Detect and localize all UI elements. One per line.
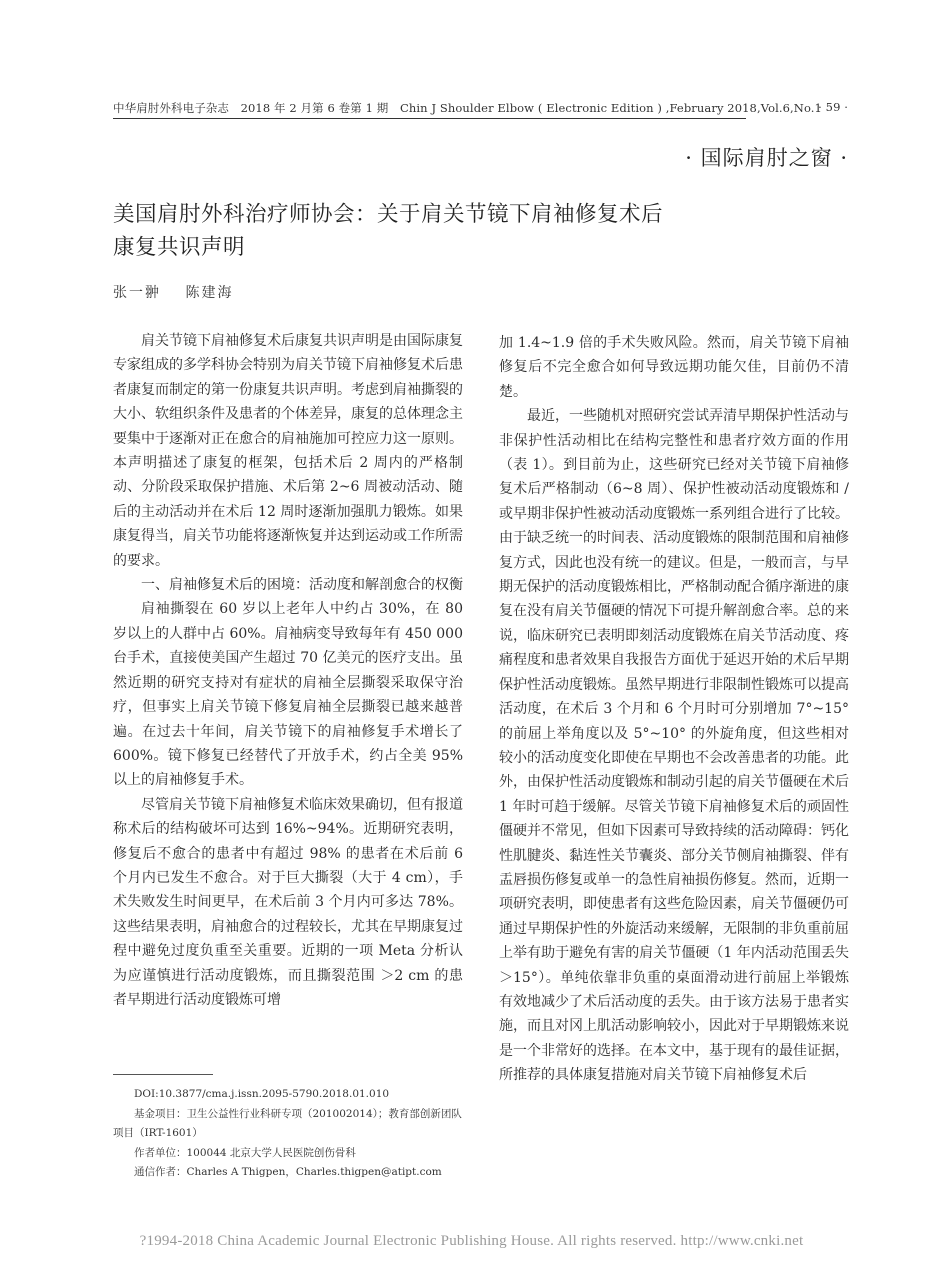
author-name: 陈建海: [185, 285, 234, 301]
journal-citation: 中华肩肘外科电子杂志 2018 年 2 月第 6 卷第 1 期 Chin J Shoulder Elbow ( Electronic Edition ) ,February 2018,Vol.6,No.1: [113, 101, 822, 115]
section-title: · 国际肩肘之窗 ·: [685, 146, 848, 170]
article-title: [113, 198, 813, 264]
left-column: [113, 329, 463, 1012]
header-rule: [113, 118, 746, 119]
article-title-line-1: 美国肩肘外科治疗师协会：关于肩关节镜下肩袖修复术后: [113, 202, 664, 227]
funding-text: 基金项目：卫生公益性行业科研专项（201002014）；教育部创新团队项目（IRT-1601）: [113, 1107, 462, 1139]
body-paragraph: 最近，一些随机对照研究尝试弄清早期保护性活动与非保护性活动相比在结构完整性和患者疗效方面的作用（表 1）。到目前为止，这些研究已经对关节镜下肩袖修复术后严格制动（6~8 周）、保护性被动活动度锻炼和 / 或早期非保护性被动活动度锻炼一系列组合进行了比较。由于缺乏统一的时间表、活动度锻炼的限制范围和肩袖修复方式，因此也没有统一的建议。但是，一般而言，与早期无保护的活动度锻炼相比，严格制动配合循序渐进的康复在没有肩关节僵硬的情况下可提升解剖愈合率。总的来说，临床研究已表明即刻活动度锻炼在肩关节活动度、疼痛程度和患者效果自我报告方面优于延迟开始的术后早期保护性活动度锻炼。虽然早期进行非限制性锻炼可以提高活动度，在术后 3 个月和 6 个月时可分别增加 7°~15° 的前屈上举角度以及 5°~10° 的外旋角度，但这些相对较小的活动度变化即使在早期也不会改善患者的功能。此外，由保护性活动度锻炼和制动引起的肩关节僵硬在术后 1 年时可趋于缓解。尽管关节镜下肩袖修复术后的顽固性僵硬并不常见，但如下因素可导致持续的活动障碍：钙化性肌腱炎、黏连性关节囊炎、部分关节侧肩袖撕裂、伴有盂唇损伤修复或单一的急性肩袖损伤修复。然而，近期一项研究表明，即使患者有这些危险因素，肩关节僵硬仍可通过早期保护性的外旋活动来缓解，无限制的非负重前屈上举有助于避免有害的肩关节僵硬（1 年内活动范围丢失 ＞15°）。单纯依靠非负重的桌面滑动进行前屈上举锻炼有效地减少了术后活动度的丢失。由于该方法易于患者实施，而且对冈上肌活动影响较小，因此对于早期锻炼来说是一个非常好的选择。在本文中，基于现有的最佳证据，所推荐的具体康复措施对肩关节镜下肩袖修复术后: [499, 408, 849, 1084]
author-list: [113, 282, 251, 302]
body-paragraph: 尽管肩关节镜下肩袖修复术临床效果确切，但有报道称术后的结构破坏可达到 16%~94%。近期研究表明，修复后不愈合的患者中有超过 98% 的患者在术后前 6 个月内已发生不愈合。对于巨大撕裂（大于 4 cm），手术失败发生时间更早，在术后前 3 个月内可多达 78%。这些结果表明，肩袖愈合的过程较长，尤其在早期康复过程中避免过度负重至关重要。近期的一项 Meta 分析认为应谨慎进行活动度锻炼，而且撕裂范围 ＞2 cm 的患者早期进行活动度锻炼可增: [113, 796, 463, 1008]
author-name: 张一翀: [113, 285, 161, 301]
section-heading: 一、肩袖修复术后的困境：活动度和解剖愈合的权衡: [141, 577, 463, 594]
affiliation-text: 作者单位：100044 北京大学人民医院创伤骨科: [134, 1146, 356, 1159]
right-column: [499, 331, 849, 1088]
doi-text: DOI:10.3877/cma.j.issn.2095-5790.2018.01.010: [134, 1088, 390, 1100]
body-paragraph: 加 1.4~1.9 倍的手术失败风险。然而，肩关节镜下肩袖修复后不完全愈合如何导致远期功能欠佳，目前仍不清楚。: [499, 335, 849, 400]
corresponding-author-text: 通信作者：Charles A Thigpen，Charles.thigpen@atipt.com: [134, 1166, 442, 1178]
body-paragraph: 肩袖撕裂在 60 岁以上老年人中约占 30%，在 80 岁以上的人群中占 60%。肩袖病变导致每年有 450 000 台手术，直接使美国产生超过 70 亿美元的医疗支出。虽然近期的研究支持对有症状的肩袖全层撕裂采取保守治疗，但事实上肩关节镜下修复肩袖全层撕裂已越来越普遍。在过去十年间，肩关节镜下的肩袖修复手术增长了 600%。镜下修复已经替代了开放手术，约占全美 95% 以上的肩袖修复手术。: [113, 601, 463, 789]
article-title-line-2: 康复共识声明: [113, 235, 246, 260]
footnotes: [113, 1085, 463, 1183]
footnote-rule: [113, 1074, 213, 1075]
page-number: · 59 ·: [818, 100, 848, 114]
abstract-paragraph: 肩关节镜下肩袖修复术后康复共识声明是由国际康复专家组成的多学科协会特别为肩关节镜下肩袖修复术后患者康复而制定的第一份康复共识声明。考虑到肩袖撕裂的大小、软组织条件及患者的个体差异，康复的总体理念主要集中于逐渐对正在愈合的肩袖施加可控应力这一原则。本声明描述了康复的框架，包括术后 2 周内的严格制动、分阶段采取保护措施、术后第 2~6 周被动活动、随后的主动活动并在术后 12 周时逐渐加强肌力锻炼。如果康复得当，肩关节功能将逐渐恢复并达到运动或工作所需的要求。: [113, 333, 463, 569]
copyright-watermark: ?1994-2018 China Academic Journal Electronic Publishing House. All rights reserved. http://www.cnki.net: [139, 1233, 804, 1249]
